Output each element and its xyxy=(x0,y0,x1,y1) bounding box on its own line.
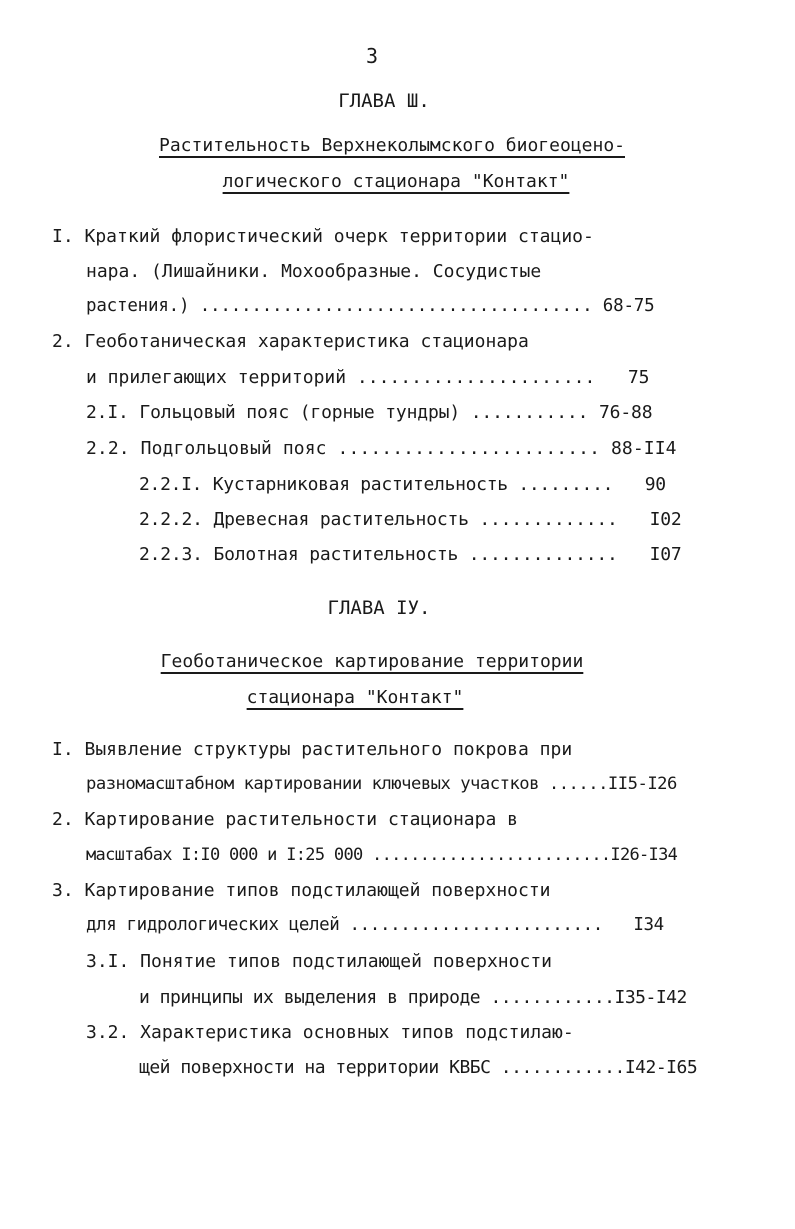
toc-entry: 2.2. Подгольцовый пояс ........................ 88-II4 xyxy=(86,438,677,459)
toc-entry: 2.2.I. Кустарниковая растительность ......... 90 xyxy=(139,474,666,495)
toc-entry: щей поверхности на территории КВБС ............I42-I65 xyxy=(139,1057,698,1078)
toc-entry: I. Краткий флористический очерк территории стацио- xyxy=(52,226,594,247)
toc-entry: 3.I. Понятие типов подстилающей поверхности xyxy=(86,951,552,972)
chapter-3-title-line-2: логического стационара "Контакт" xyxy=(222,171,570,192)
toc-entry: растения.) ...................................... 68-75 xyxy=(86,296,655,316)
toc-entry: и прилегающих территорий ...................... 75 xyxy=(86,367,650,388)
page-number: 3 xyxy=(365,44,379,68)
chapter-3-heading: ГЛАВА Ш. xyxy=(338,90,430,112)
toc-entry: 2.I. Гольцовый пояс (горные тундры) ........... 76-88 xyxy=(86,402,653,423)
chapter-4-title-line-1: Геоботаническое картирование территории xyxy=(160,651,584,672)
toc-entry: масштабах I:I0 000 и I:25 000 .........................I26-I34 xyxy=(86,845,678,865)
toc-entry: и принципы их выделения в природе ............I35-I42 xyxy=(139,987,687,1008)
toc-entry: разномасштабном картировании ключевых участков ......II5-I26 xyxy=(86,774,677,794)
toc-entry: 2.2.2. Древесная растительность ............. I02 xyxy=(139,509,682,530)
chapter-4-title-line-2: стационара "Контакт" xyxy=(246,687,464,708)
toc-entry: 2.2.3. Болотная растительность .............. I07 xyxy=(139,544,682,565)
toc-entry: I. Выявление структуры растительного покрова при xyxy=(52,739,573,760)
chapter-4-heading: ГЛАВА IУ. xyxy=(327,597,431,619)
chapter-3-title-line-1: Растительность Верхнеколымского биогеоцено- xyxy=(159,135,625,156)
toc-entry: 3. Картирование типов подстилающей поверхности xyxy=(52,880,551,901)
toc-entry: 2. Геоботаническая характеристика стационара xyxy=(52,331,529,352)
toc-entry: для гидрологических целей ......................... I34 xyxy=(86,915,664,935)
toc-entry: нара. (Лишайники. Мохообразные. Сосудистые xyxy=(86,261,542,282)
toc-entry: 2. Картирование растительности стационара в xyxy=(52,809,518,830)
toc-entry: 3.2. Характеристика основных типов подстилаю- xyxy=(86,1022,574,1043)
